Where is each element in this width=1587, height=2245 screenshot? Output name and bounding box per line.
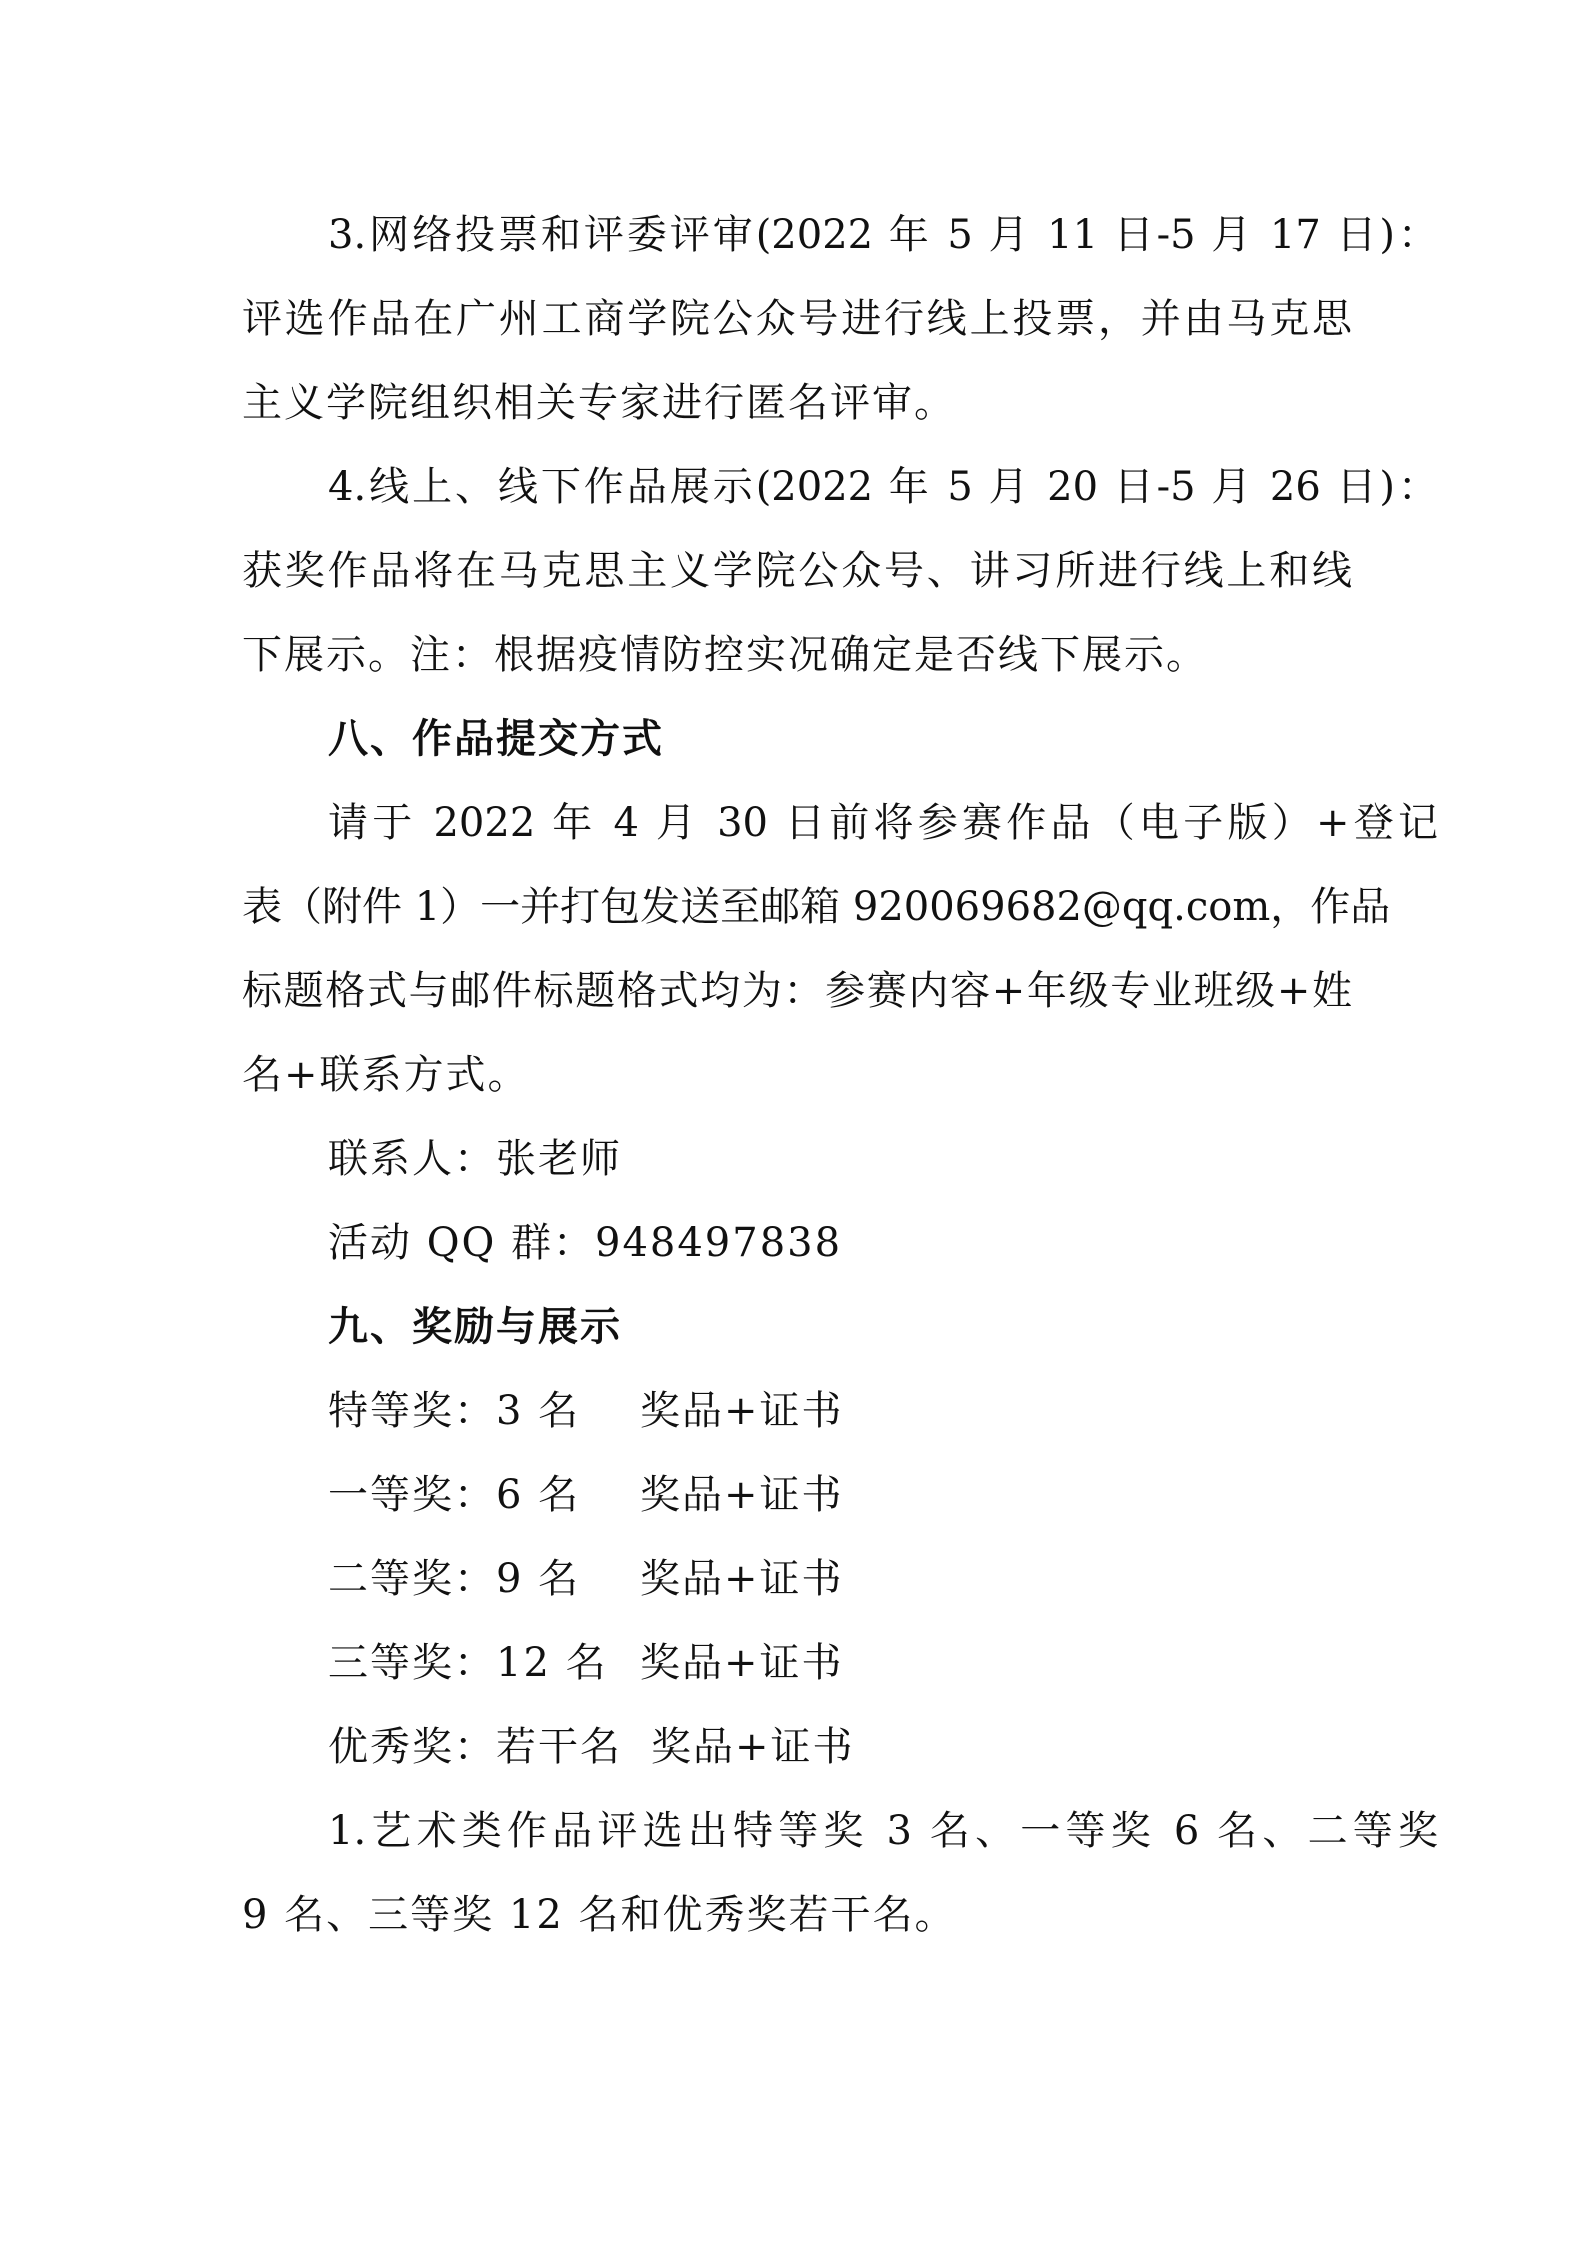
award-count: 若干名 <box>496 1724 622 1770</box>
award-prize: 奖品+证书 <box>640 1472 844 1518</box>
award-count: 3 名 <box>496 1388 581 1434</box>
awards-heading: 九、奖励与展示 <box>328 1304 622 1350</box>
award-name: 三等奖： <box>328 1640 496 1686</box>
award-count: 12 名 <box>496 1640 608 1686</box>
award-row <box>328 1723 1438 1771</box>
schedule-item4-line2: 获奖作品将在马克思主义学院公众号、讲习所进行线上和线 <box>242 548 1352 594</box>
schedule-item4-line3: 下展示。注：根据疫情防控实况确定是否线下展示。 <box>242 632 1208 678</box>
schedule-item3-line2: 评选作品在广州工商学院公众号进行线上投票，并由马克思 <box>242 296 1352 342</box>
award-count: 9 名 <box>496 1556 581 1602</box>
schedule-item4-line1: 4.线上、线下作品展示(2022 年 5 月 20 日-5 月 26 日)： <box>328 464 1438 510</box>
award-prize: 奖品+证书 <box>640 1556 844 1602</box>
award-prize: 奖品+证书 <box>651 1724 855 1770</box>
award-name: 一等奖： <box>328 1472 496 1518</box>
award-prize: 奖品+证书 <box>640 1388 844 1434</box>
awards-note-line2: 9 名、三等奖 12 名和优秀奖若干名。 <box>242 1892 957 1938</box>
award-row <box>328 1471 1438 1519</box>
submission-para-line2: 表（附件 1）一并打包发送至邮箱 920069682@qq.com，作品 <box>242 884 1391 930</box>
contact-person: 联系人：张老师 <box>328 1136 622 1182</box>
submission-heading: 八、作品提交方式 <box>328 716 664 762</box>
award-name: 二等奖： <box>328 1556 496 1602</box>
award-row <box>328 1639 1438 1687</box>
schedule-item3-line1: 3.网络投票和评委评审(2022 年 5 月 11 日-5 月 17 日)： <box>328 212 1438 258</box>
submission-para-line1: 请于 2022 年 4 月 30 日前将参赛作品（电子版）+登记 <box>328 800 1438 846</box>
award-row <box>328 1387 1438 1435</box>
award-row <box>328 1555 1438 1603</box>
submission-para-line3: 标题格式与邮件标题格式均为：参赛内容+年级专业班级+姓 <box>242 968 1352 1014</box>
award-name: 特等奖： <box>328 1388 496 1434</box>
qq-group: 活动 QQ 群：948497838 <box>328 1220 843 1266</box>
submission-para-line4: 名+联系方式。 <box>242 1052 530 1098</box>
award-count: 6 名 <box>496 1472 581 1518</box>
award-name: 优秀奖： <box>328 1724 496 1770</box>
award-prize: 奖品+证书 <box>640 1640 844 1686</box>
schedule-item3-line3: 主义学院组织相关专家进行匿名评审。 <box>242 380 956 426</box>
awards-note-line1: 1.艺术类作品评选出特等奖 3 名、一等奖 6 名、二等奖 <box>328 1808 1438 1854</box>
